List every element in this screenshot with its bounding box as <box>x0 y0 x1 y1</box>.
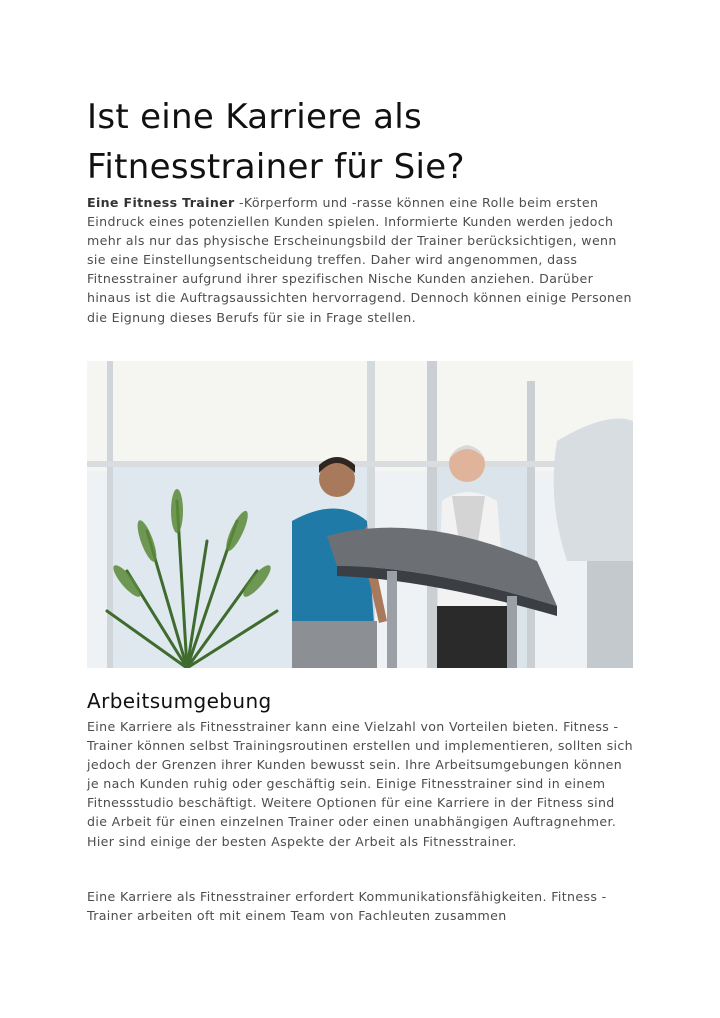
intro-paragraph <box>87 193 635 327</box>
trainer-photo <box>87 361 633 668</box>
intro-text: -Körperform und -rasse können eine Rolle beim ersten Eindruck eines potenziellen Kunden spielen. Informierte Kunden werden jedoch mehr als nur das physische Erscheinungsbild der Trainer berücksichtigen, wenn sie eine Einstellungsentscheidung treffen. Daher wird angenommen, dass Fitnesstrainer aufgrund ihrer spezifischen Nische Kunden anziehen. Darüber hinaus ist die Auftragsaussichten hervorragend. Dennoch können einige Personen die Eignung dieses Berufs für sie in Frage stellen. <box>87 195 632 325</box>
section-heading: Arbeitsumgebung <box>87 689 272 713</box>
title-line-1: Ist eine Karriere als <box>87 97 423 137</box>
title-line-2: Fitnesstrainer für Sie? <box>87 147 465 187</box>
paragraph-1: Eine Karriere als Fitnesstrainer kann eine Vielzahl von Vorteilen bieten. Fitness -Trainer können selbst Trainingsroutinen erstellen und implementieren, sollten sich jedoch der Grenzen ihrer Kunden bewusst sein. Ihre Arbeitsumgebungen können je nach Kunden ruhig oder geschäftig sein. Einige Fitnesstrainer sind in einem Fitnessstudio beschäftigt. Weitere Optionen für eine Karriere in der Fitness sind die Arbeit für einen einzelnen Trainer oder einen unabhängigen Auftragnehmer. Hier sind einige der besten Aspekte der Arbeit als Fitnesstrainer. <box>87 719 633 849</box>
intro-lead: Eine Fitness Trainer <box>87 195 235 210</box>
page-title <box>87 92 647 192</box>
paragraph-2: Eine Karriere als Fitnesstrainer erfordert Kommunikationsfähigkeiten. Fitness -Trainer arbeiten oft mit einem Team von Fachleuten zusammen <box>87 889 607 924</box>
